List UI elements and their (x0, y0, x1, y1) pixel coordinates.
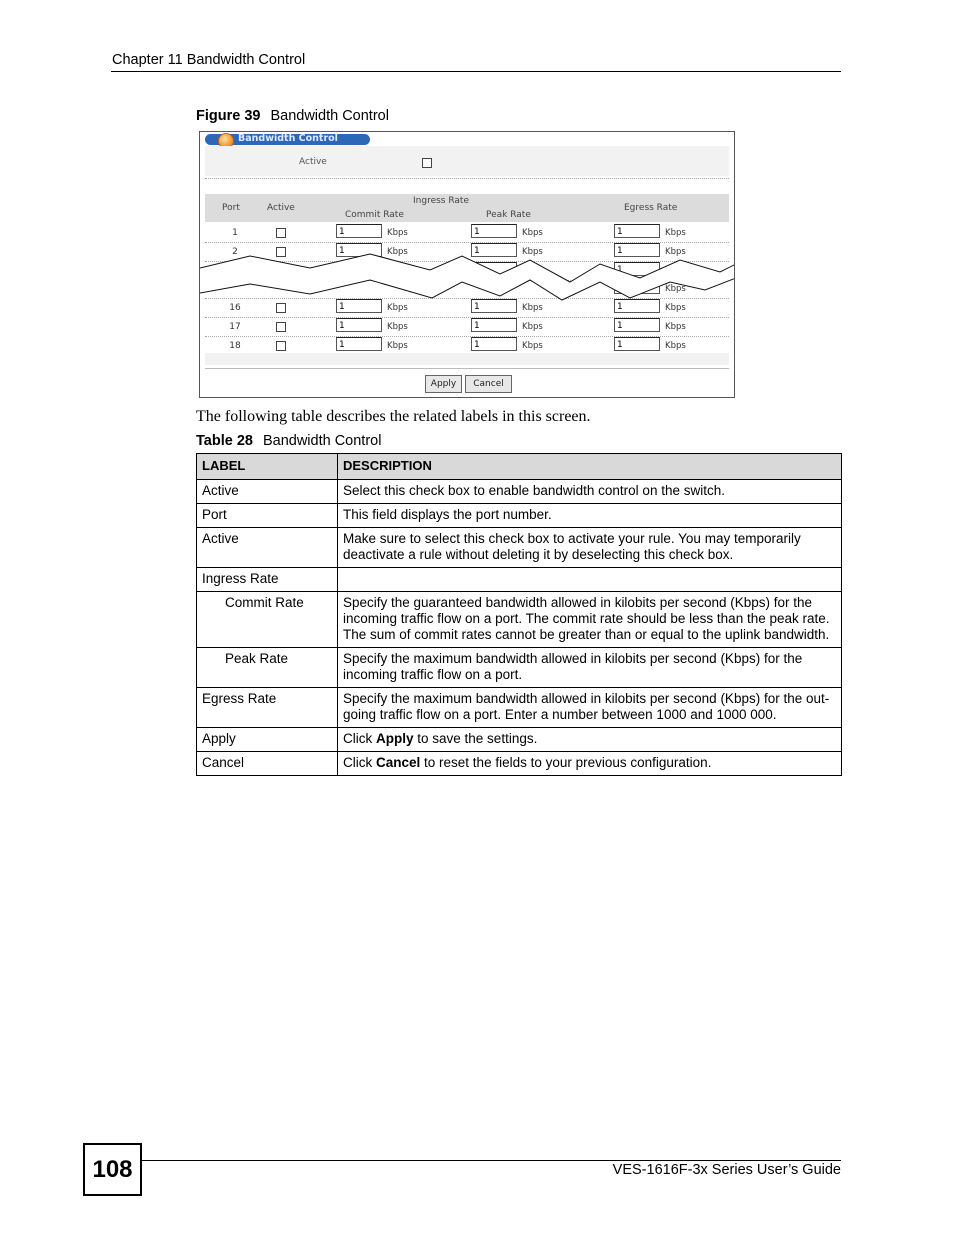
peak-rate-input[interactable]: 1 (471, 318, 517, 332)
guide-title: VES-1616F-3x Series User’s Guide (612, 1162, 841, 1178)
table-row (197, 688, 842, 728)
egress-unit: Kbps (665, 247, 686, 257)
row-label: Active (197, 528, 338, 568)
row-description: This field displays the port number. (338, 504, 842, 528)
header-divider (111, 71, 841, 72)
label-column-header: LABEL (197, 454, 338, 480)
row-label: Cancel (197, 752, 338, 776)
row-description (338, 728, 842, 752)
commit-rate-input[interactable]: 1 (336, 299, 382, 313)
figure-title: Bandwidth Control (270, 108, 389, 124)
col-port: Port (222, 203, 240, 213)
peak-unit: Kbps (522, 322, 543, 332)
row-label: Peak Rate (197, 648, 338, 688)
commit-unit: Kbps (387, 341, 408, 351)
commit-unit: Kbps (387, 228, 408, 238)
commit-unit: Kbps (387, 303, 408, 313)
desc-suffix: to reset the fields to your previous configuration. (420, 755, 712, 770)
table-row (197, 528, 842, 568)
screen-title: Bandwidth Control (238, 133, 338, 144)
description-column-header: DESCRIPTION (338, 454, 842, 480)
peak-unit: Kbps (522, 303, 543, 313)
egress-unit: Kbps (665, 303, 686, 313)
egress-rate-input[interactable]: 1 (614, 262, 660, 276)
intro-paragraph: The following table describes the related labels in this screen. (196, 408, 591, 425)
port-number: 2 (232, 247, 238, 257)
row-description: Specify the maximum bandwidth allowed in kilobits per second (Kbps) for the incoming traffic flow on a port. (338, 648, 842, 688)
table-row (197, 728, 842, 752)
row-description: Select this check box to enable bandwidth control on the switch. (338, 480, 842, 504)
col-commit-rate: Commit Rate (345, 210, 404, 220)
egress-unit: Kbps (665, 341, 686, 351)
table-footer-band (205, 353, 729, 365)
row-description (338, 752, 842, 776)
desc-prefix: Click (343, 731, 376, 746)
table-caption (196, 433, 381, 449)
commit-unit: Kbps (387, 247, 408, 257)
bandwidth-control-screenshot (199, 131, 735, 398)
table-row (197, 504, 842, 528)
figure-caption (196, 108, 389, 124)
table-row (197, 752, 842, 776)
egress-rate-input[interactable]: 1 (614, 318, 660, 332)
row-label: Active (197, 480, 338, 504)
port-number: 1 (232, 228, 238, 238)
egress-unit: Kbps (665, 228, 686, 238)
row-label: Port (197, 504, 338, 528)
peak-rate-input[interactable]: 1 (471, 243, 517, 257)
table-row (197, 592, 842, 648)
commit-rate-input[interactable]: 1 (336, 224, 382, 238)
commit-rate-input[interactable]: 1 (336, 318, 382, 332)
row-label: Egress Rate (197, 688, 338, 728)
row-description: Specify the maximum bandwidth allowed in kilobits per second (Kbps) for the out-going traffic flow on a port. Enter a number between 1000 and 1000 000. (338, 688, 842, 728)
global-active-label: Active (299, 157, 327, 167)
apply-button[interactable]: Apply (425, 375, 462, 393)
egress-rate-input[interactable]: 1 (614, 243, 660, 257)
port-number: 16 (229, 303, 241, 313)
cancel-button[interactable]: Cancel (465, 375, 512, 393)
col-egress-rate: Egress Rate (624, 203, 678, 213)
page-number: 108 (83, 1143, 142, 1196)
footer-divider (141, 1160, 841, 1161)
col-ingress-rate: Ingress Rate (413, 196, 469, 206)
table-label: Table 28 (196, 433, 253, 449)
row-label: Apply (197, 728, 338, 752)
peak-unit: Kbps (522, 247, 543, 257)
table-title: Bandwidth Control (262, 433, 382, 449)
label-description-table (196, 453, 842, 776)
desc-prefix: Click (343, 755, 376, 770)
commit-rate-input[interactable]: 1 (336, 337, 382, 351)
table-row (197, 568, 842, 592)
row-description: Specify the guaranteed bandwidth allowed in kilobits per second (Kbps) for the incoming traffic flow on a port. The commit rate should be less than the peak rate. The sum of commit rates cannot be greater than or equal to the uplink bandwidth. (338, 592, 842, 648)
peak-rate-input[interactable]: 1 (471, 337, 517, 351)
row-label: Commit Rate (197, 592, 338, 648)
table-row (197, 480, 842, 504)
row-label: Ingress Rate (197, 568, 338, 592)
col-peak-rate: Peak Rate (486, 210, 531, 220)
buttons-divider (205, 368, 729, 369)
port-number: 18 (229, 341, 241, 351)
chapter-header: Chapter 11 Bandwidth Control (112, 52, 306, 68)
peak-rate-input[interactable]: 1 (471, 299, 517, 313)
port-number: 17 (229, 322, 241, 332)
commit-rate-input[interactable]: 1 (336, 243, 382, 257)
egress-unit: Kbps (665, 322, 686, 332)
row-description: Make sure to select this check box to activate your rule. You may temporarily deactivate a rule without deleting it by deselecting this check box. (338, 528, 842, 568)
table-header-row (197, 454, 842, 480)
peak-rate-input[interactable]: 1 (471, 224, 517, 238)
egress-unit: Kbps (665, 284, 686, 294)
commit-unit: Kbps (387, 322, 408, 332)
desc-emphasis: Cancel (376, 755, 421, 770)
desc-suffix: to save the settings. (413, 731, 538, 746)
peak-unit: Kbps (522, 341, 543, 351)
row-description (338, 568, 842, 592)
table-row (197, 648, 842, 688)
peak-unit: Kbps (522, 228, 543, 238)
col-active: Active (267, 203, 295, 213)
egress-rate-input[interactable]: 1 (614, 337, 660, 351)
desc-emphasis: Apply (376, 731, 414, 746)
egress-rate-input[interactable]: 1 (614, 299, 660, 313)
figure-label: Figure 39 (196, 108, 261, 124)
egress-rate-input[interactable]: 1 (614, 224, 660, 238)
